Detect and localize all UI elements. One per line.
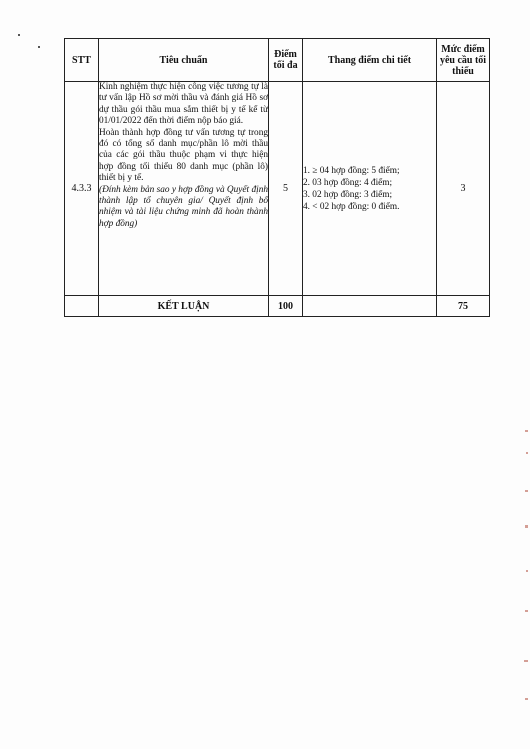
criterion-attachment-note: (Đính kèm bản sao y hợp đồng và Quyết định thành lập tổ chuyên gia/ Quyết định bổ nhiệm và tài liệu chứng minh đã hoàn thành hợp đồng) [99,184,268,229]
criterion-paragraph-2: Hoàn thành hợp đồng tư vấn tương tự trong đó có tổng số danh mục/phần lô mời thầu của các gói thầu thuộc phạm vi thực hiện hợp đồng tối thiểu 80 danh mục (phần lô) thiết bị y tế. [99,127,268,184]
row-max-score: 5 [269,82,303,296]
binding-edge-marks [520,430,528,710]
header-max-score: Điểm tối đa [269,39,303,82]
detail-line: 2. 03 hợp đồng: 4 điểm; [303,177,393,188]
scan-speck [38,46,40,48]
header-criterion: Tiêu chuẩn [99,39,269,82]
header-min-required: Mức điểm yêu cầu tối thiểu [437,39,490,82]
row-stt: 4.3.3 [65,82,99,296]
footer-min-total: 75 [437,296,490,317]
table-footer-row [65,296,490,317]
header-stt: STT [65,39,99,82]
row-min-required: 3 [437,82,490,296]
criterion-paragraph-1: Kinh nghiệm thực hiện công việc tương tự là tư vấn lập Hồ sơ mời thầu và đánh giá Hồ sơ dự thầu gói thầu mua sắm thiết bị y tế kể từ 01/01/2022 đến thời điểm nộp báo giá. [99,82,268,127]
header-detail: Thang điểm chi tiết [303,39,437,82]
footer-label: KẾT LUẬN [99,296,269,317]
row-criterion [99,82,269,296]
footer-max-total: 100 [269,296,303,317]
footer-empty-cell [303,296,437,317]
detail-line: 3. 02 hợp đồng: 3 điểm; [303,189,393,200]
detail-line: 4. < 02 hợp đồng: 0 điểm. [303,201,400,212]
table-row [65,82,490,296]
footer-empty-cell [65,296,99,317]
criteria-table [64,38,490,317]
row-detail [303,82,437,296]
detail-line: 1. ≥ 04 hợp đồng: 5 điểm; [303,165,400,176]
table-header-row [65,39,490,82]
scan-speck [18,34,20,36]
